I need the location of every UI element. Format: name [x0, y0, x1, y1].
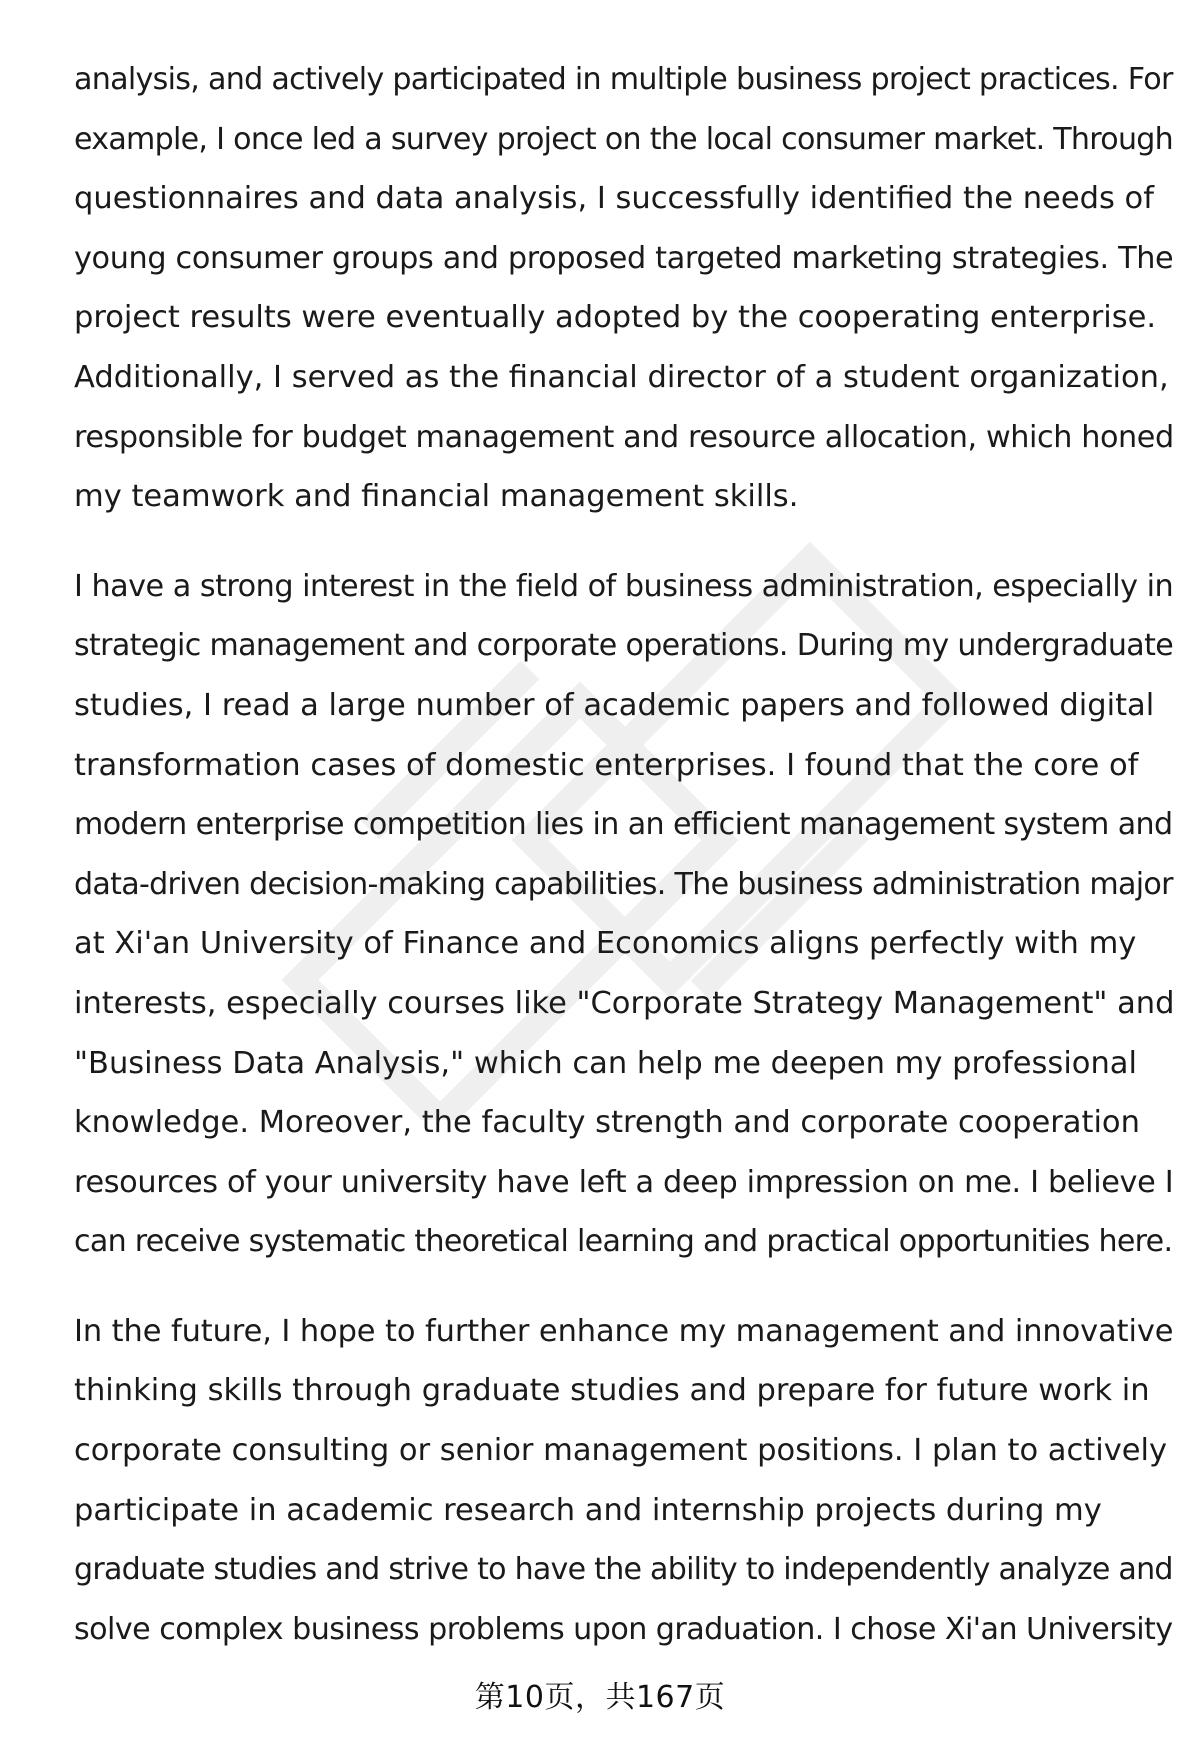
text-line: In the future, I hope to further enhance my management and innovative [74, 1313, 1174, 1349]
text-line: transformation cases of domestic enterprises. I found that the core of [74, 747, 1139, 783]
text-line: graduate studies and strive to have the ability to independently analyze and [74, 1552, 1173, 1588]
text-line: "Business Data Analysis," which can help me deepen my professional [74, 1045, 1137, 1081]
text-line: example, I once led a survey project on the local consumer market. Through [74, 121, 1174, 157]
paragraph-1 [74, 50, 1174, 527]
text-line: interests, especially courses like "Corporate Strategy Management" and [74, 985, 1175, 1021]
text-line: solve complex business problems upon graduation. I chose Xi'an University [74, 1611, 1173, 1647]
text-line: analysis, and actively participated in multiple business project practices. For [74, 62, 1173, 97]
text-line: data-driven decision-making capabilities. The business administration major [74, 866, 1173, 902]
text-line: knowledge. Moreover, the faculty strength and corporate cooperation [74, 1105, 1140, 1141]
text-line: corporate consulting or senior management positions. I plan to actively [74, 1433, 1168, 1469]
text-line: my teamwork and financial management skills. [74, 479, 799, 515]
text-line: responsible for budget management and resource allocation, which honed [74, 419, 1174, 455]
text-line: strategic management and corporate operations. During my undergraduate [74, 628, 1174, 664]
paragraph-gap [74, 1272, 1164, 1302]
text-line: modern enterprise competition lies in an efficient management system and [74, 807, 1173, 843]
text-line: resources of your university have left a deep impression on me. I believe I [74, 1164, 1174, 1200]
text-line: can receive systematic theoretical learning and practical opportunities here. [74, 1224, 1173, 1260]
text-line: project results were eventually adopted by the cooperating enterprise. [74, 300, 1157, 336]
text-line: Additionally, I served as the financial director of a student organization, [74, 359, 1169, 395]
paragraph-3 [74, 1302, 1174, 1660]
text-line: young consumer groups and proposed targeted marketing strategies. The [74, 240, 1174, 276]
text-line: questionnaires and data analysis, I successfully identified the needs of [74, 181, 1154, 217]
text-line: studies, I read a large number of academic papers and followed digital [74, 687, 1155, 723]
page-number-footer: 第10页，共167页 [474, 1680, 726, 1715]
text-line: at Xi'an University of Finance and Economics aligns perfectly with my [74, 926, 1137, 962]
text-line: thinking skills through graduate studies and prepare for future work in [74, 1373, 1150, 1409]
paragraph-2 [74, 557, 1175, 1272]
paragraph-gap [74, 527, 1164, 557]
document-body [74, 50, 1175, 1659]
text-line: participate in academic research and internship projects during my [74, 1492, 1102, 1528]
text-line: I have a strong interest in the field of business administration, especially in [74, 568, 1174, 604]
